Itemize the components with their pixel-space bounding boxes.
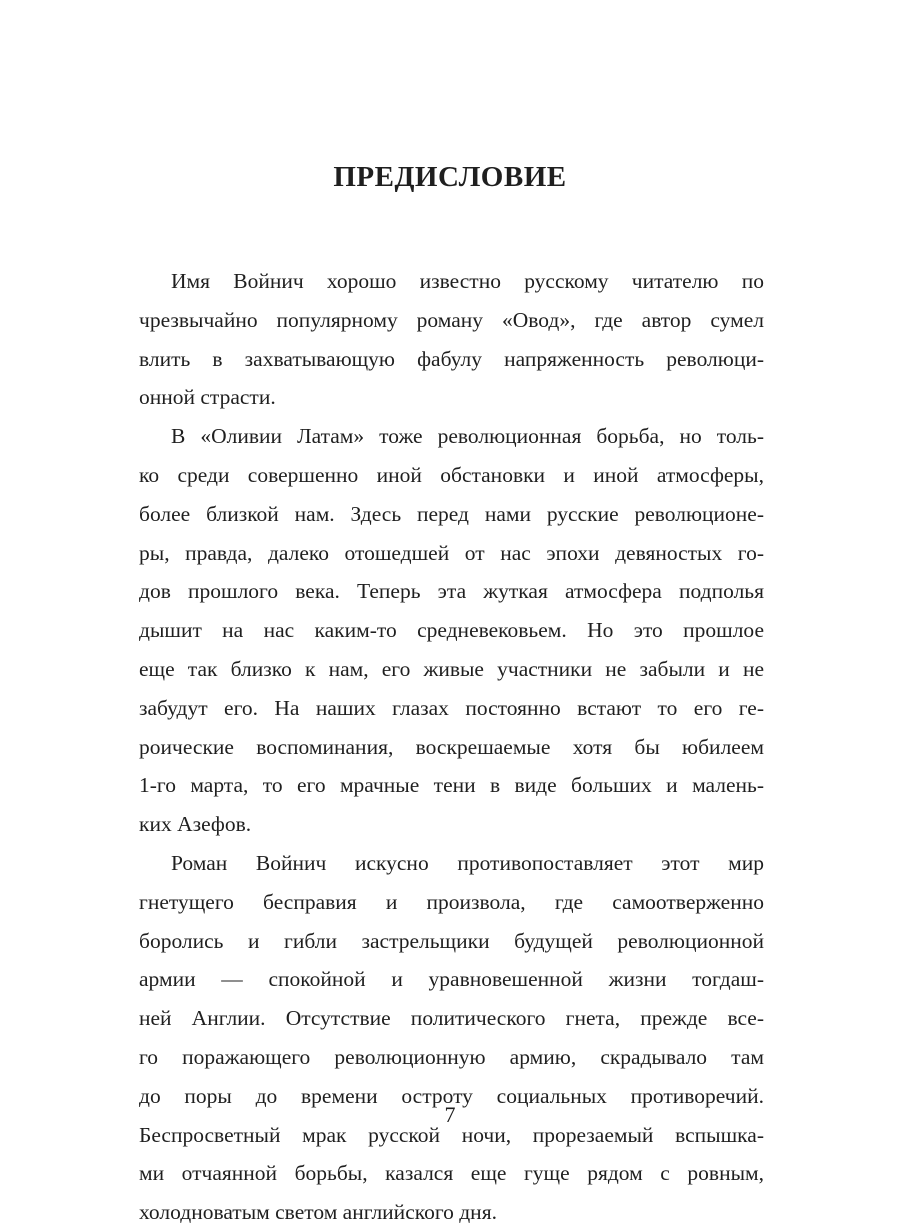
text-line: 1-го марта, то его мрачные тени в виде больших и малень- — [139, 773, 764, 798]
text-line: холодноватым светом английского дня. — [139, 1200, 497, 1225]
text-line: влить в захватывающую фабулу напряженность революци- — [139, 346, 764, 371]
paragraph-2 — [139, 417, 764, 844]
text-line: роические воспоминания, воскрешаемые хотя бы юбилеем — [139, 734, 764, 759]
text-line: еще так близко к нам, его живые участники не забыли и не — [139, 656, 764, 681]
text-line: В «Оливии Латам» тоже революционная борьба, но толь- — [171, 424, 764, 449]
text-line: армии — спокойной и уравновешенной жизни тогдаш- — [139, 967, 764, 992]
text-line: го поражающего революционную армию, скрадывало там — [139, 1044, 764, 1069]
text-line: более близкой нам. Здесь перед нами русские революционе- — [139, 501, 764, 526]
chapter-title: ПРЕДИСЛОВИЕ — [333, 161, 567, 193]
text-line: дов прошлого века. Теперь эта жуткая атмосфера подполья — [139, 579, 764, 604]
paragraph-1 — [139, 262, 764, 417]
text-line: Роман Войнич искусно противопоставляет этот мир — [171, 850, 764, 875]
text-line: до поры до времени остроту социальных противоречий. — [139, 1083, 764, 1108]
text-line: ких Азефов. — [139, 812, 252, 837]
text-line: чрезвычайно популярному роману «Овод», где автор сумел — [139, 307, 764, 332]
page-number: 7 — [444, 1102, 456, 1127]
text-line: ры, правда, далеко отошедшей от нас эпохи девяностых го- — [139, 540, 764, 565]
body-text — [139, 262, 764, 1232]
text-line: Имя Войнич хорошо известно русскому читателю по — [171, 269, 764, 293]
text-line: забудут его. На наших глазах постоянно встают то его ге- — [139, 695, 764, 720]
text-line: дышит на нас каким-то средневековьем. Но это прошлое — [139, 618, 764, 643]
text-line: ко среди совершенно иной обстановки и иной атмосферы, — [139, 462, 764, 487]
paragraph-3 — [139, 844, 764, 1232]
text-line: онной страсти. — [139, 385, 276, 410]
text-line: Беспросветный мрак русской ночи, прорезаемый вспышка- — [139, 1122, 764, 1147]
text-line: ней Англии. Отсутствие политического гнета, прежде все- — [139, 1006, 764, 1031]
text-line: боролись и гибли застрельщики будущей революционной — [139, 928, 764, 953]
text-line: гнетущего бесправия и произвола, где самоотверженно — [139, 889, 764, 914]
text-line: ми отчаянной борьбы, казался еще гуще рядом с ровным, — [139, 1161, 764, 1186]
